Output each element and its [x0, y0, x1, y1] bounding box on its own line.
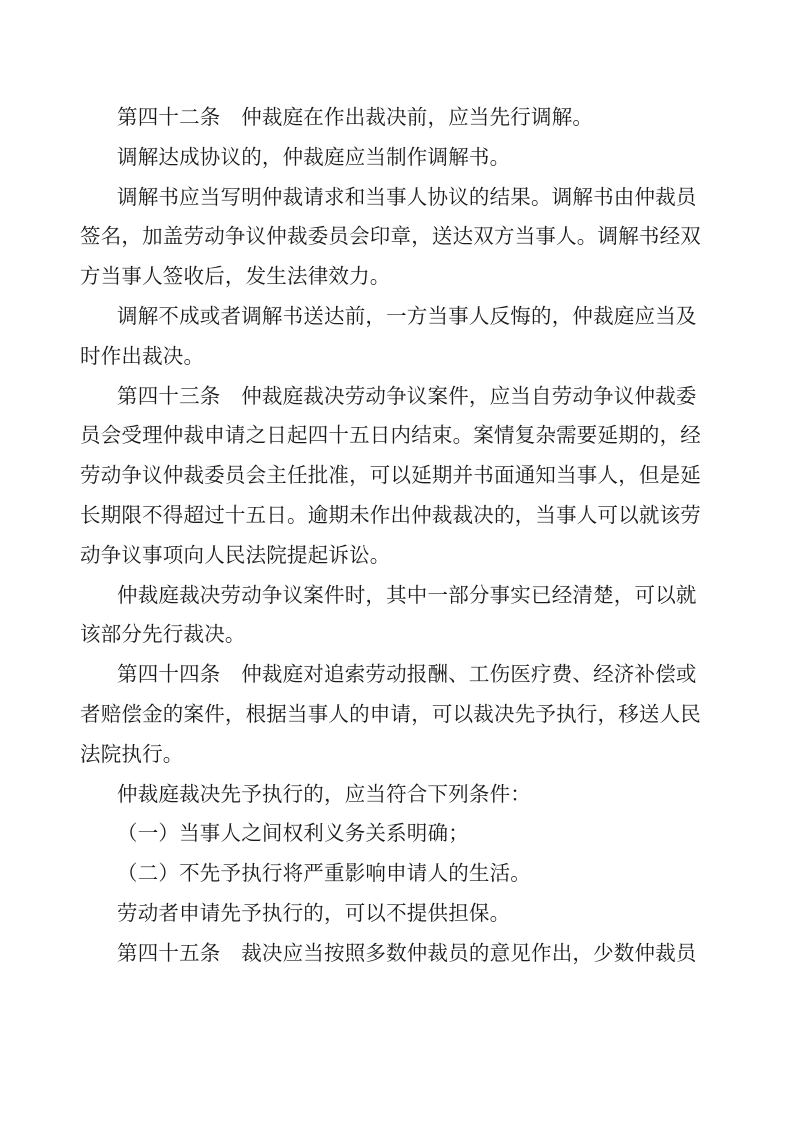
paragraph-line: 法院执行。	[80, 741, 184, 766]
paragraph-line: 调解达成协议的，仲裁庭应当制作调解书。	[117, 144, 511, 169]
paragraph-line: 员会受理仲裁申请之日起四十五日内结束。案情复杂需要延期的，经	[80, 423, 701, 448]
paragraph-line: 该部分先行裁决。	[80, 622, 246, 647]
paragraph-line: 仲裁庭裁决劳动争议案件时，其中一部分事实已经清楚，可以就	[117, 582, 697, 607]
article-45-heading-line: 第四十五条 裁决应当按照多数仲裁员的意见作出，少数仲裁员	[117, 940, 697, 965]
article-42-heading-line: 第四十二条 仲裁庭在作出裁决前，应当先行调解。	[117, 105, 594, 129]
paragraph-line: 仲裁庭裁决先予执行的，应当符合下列条件：	[117, 781, 531, 806]
paragraph-line: 劳动争议仲裁委员会主任批准，可以延期并书面通知当事人，但是延	[80, 463, 701, 488]
paragraph-line: 方当事人签收后，发生法律效力。	[80, 264, 391, 289]
list-item-line: （二）不先予执行将严重影响申请人的生活。	[117, 861, 531, 886]
document-body	[80, 98, 720, 974]
paragraph-line: 时作出裁决。	[80, 343, 205, 368]
paragraph-line: 调解书应当写明仲裁请求和当事人协议的结果。调解书由仲裁员	[117, 184, 697, 209]
article-44-heading-line: 第四十四条 仲裁庭对追索劳动报酬、工伤医疗费、经济补偿或	[117, 662, 697, 687]
paragraph-line: 劳动者申请先予执行的，可以不提供担保。	[117, 900, 511, 925]
paragraph-line: 签名，加盖劳动争议仲裁委员会印章，送达双方当事人。调解书经双	[80, 224, 701, 249]
paragraph-line: 者赔偿金的案件，根据当事人的申请，可以裁决先予执行，移送人民	[80, 701, 701, 726]
list-item-line: （一）当事人之间权利义务关系明确；	[117, 821, 469, 846]
paragraph-line: 调解不成或者调解书送达前，一方当事人反悔的，仲裁庭应当及	[117, 303, 697, 328]
article-43-heading-line: 第四十三条 仲裁庭裁决劳动争议案件，应当自劳动争议仲裁委	[117, 383, 697, 408]
paragraph-line: 长期限不得超过十五日。逾期未作出仲裁裁决的，当事人可以就该劳	[80, 502, 701, 527]
paragraph-line: 动争议事项向人民法院提起诉讼。	[80, 542, 391, 567]
